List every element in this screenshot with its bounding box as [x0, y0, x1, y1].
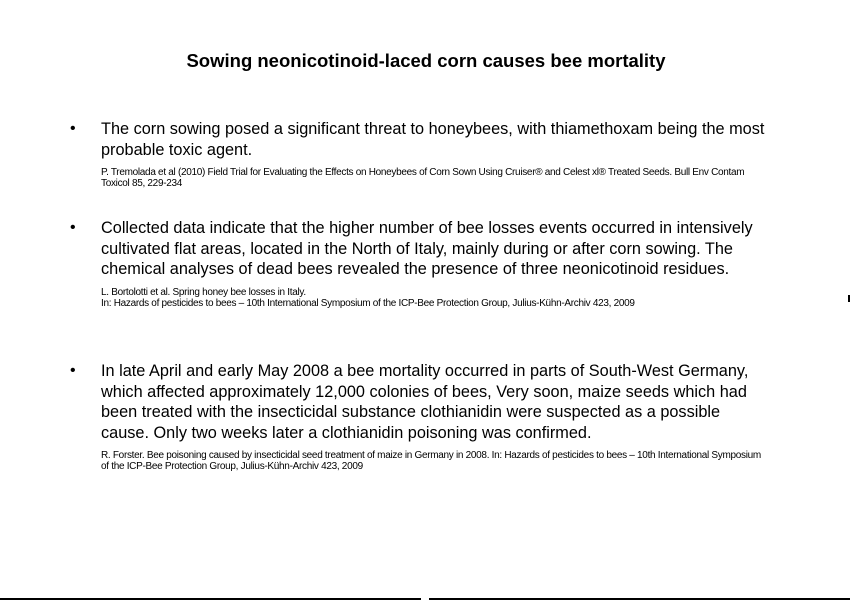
slide-title: Sowing neonicotinoid-laced corn causes bee mortality: [186, 50, 666, 71]
bullet-point-1: [70, 119, 770, 189]
reference-citation: [101, 450, 770, 472]
reference-line: In: Hazards of pesticides to bees – 10th International Symposium of the ICP-Bee Protection Group, Julius-Kühn-Archiv 423, 2009: [101, 297, 635, 309]
bullet-point-3: [70, 361, 770, 472]
reference-citation: [101, 167, 770, 189]
reference-line: R. Forster. Bee poisoning caused by insecticidal seed treatment of maize in Germany in 2008. In: Hazards of pesticides to bees – 10th International Symposium of the ICP-Bee Protection Group, Julius-Kühn-Archiv 423, 2009: [101, 450, 761, 473]
bullet-marker: •: [70, 120, 76, 137]
bullet-marker: •: [70, 362, 76, 379]
bullet-marker: •: [70, 219, 76, 236]
bullet-point-2: [70, 218, 770, 309]
bullet-text: The corn sowing posed a significant threat to honeybees, with thiamethoxam being the most probable toxic agent.: [101, 120, 765, 159]
bullet-text: Collected data indicate that the higher number of bee losses events occurred in intensively cultivated flat areas, located in the North of Italy, mainly during or after corn sowing. The chemical analyses of dead bees revealed the presence of three neonicotinoid residues.: [101, 219, 753, 279]
reference-line: L. Bortolotti et al. Spring honey bee losses in Italy.: [101, 286, 306, 298]
reference-citation: [101, 287, 770, 309]
bullet-text: In late April and early May 2008 a bee mortality occurred in parts of South-West Germany, which affected approximately 12,000 colonies of bees, Very soon, maize seeds which had been treated with the insecticidal substance clothianidin were suspected as a possible cause. Only two weeks later a clothianidin poisoning was confirmed.: [101, 362, 749, 442]
reference-line: P. Tremolada et al (2010) Field Trial for Evaluating the Effects on Honeybees of Corn Sown Using Cruiser® and Celest xl® Treated Seeds. Bull Env Contam Toxicol 85, 229-234: [101, 167, 745, 190]
